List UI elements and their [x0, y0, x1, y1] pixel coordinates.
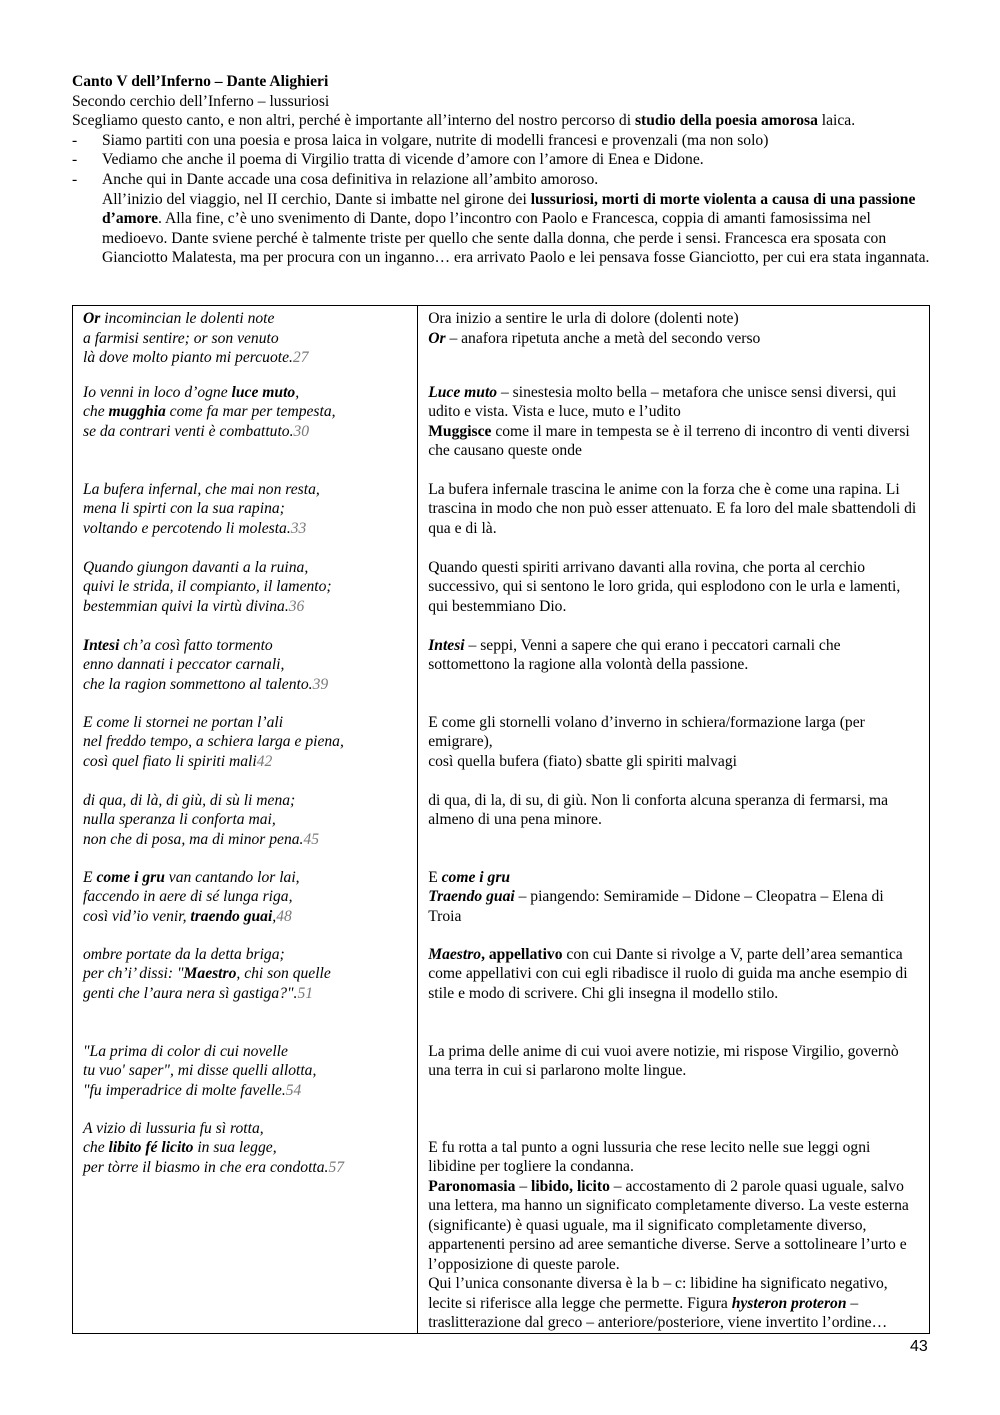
verse-cell: Quando giungon davanti a la ruina, quivi le strida, il compianto, il lamento; bestemmian quivi la virtù divina.36 [73, 558, 418, 636]
verse-number: 48 [276, 907, 292, 925]
commentary-cell: La prima delle anime di cui vuoi avere notizie, mi rispose Virgilio, governò una terra in cui si parlarono molte lingue. [418, 1042, 930, 1119]
table-row [73, 945, 930, 1042]
commentary-cell: Maestro, appellativo con cui Dante si rivolge a V, parte dell’area semantica come appellativi con cui egli ribadisce il ruolo di guida ma anche esempio di stile e modo di scrivere. Chi gli insegna il modello stilo. [418, 945, 930, 1042]
verse-commentary-table [72, 305, 930, 1334]
verse-number: 27 [292, 349, 309, 366]
commentary-cell: di qua, di la, di su, di giù. Non li conforta alcuna speranza di fermarsi, ma almeno di una pena minore. [418, 791, 930, 868]
verse-cell: A vizio di lussuria fu sì rotta, che libito fé licito in sua legge, per tòrre il biasmo in che era condotta.57 [73, 1119, 418, 1334]
lead-text: Scegliamo questo canto, e non altri, perché è importante all’interno del nostro percorso di [72, 112, 635, 130]
para-text: All’inizio del viaggio, nel II cerchio, Dante si imbatte nel girone dei [102, 190, 531, 208]
table-row [73, 1042, 930, 1119]
table-row [73, 383, 930, 480]
document-title: Canto V dell’Inferno – Dante Alighieri [72, 73, 329, 90]
commentary-cell: Intesi – seppi, Venni a sapere che qui erano i peccatori carnali che sottomettono la ragione alla volontà della passione. [418, 636, 930, 713]
commentary-cell: E come i gru Traendo guai – piangendo: Semiramide – Didone – Cleopatra – Elena di Troia [418, 868, 930, 945]
verse-cell: Intesi ch’a così fatto tormento enno dannati i peccator carnali, che la ragion sommettono al talento.39 [73, 636, 418, 713]
verse-cell: E come i gru van cantando lor lai, faccendo in aere di sé lunga riga, così vid’io venir, traendo guai,48 [73, 868, 418, 945]
table-row [73, 868, 930, 945]
document-subtitle: Secondo cerchio dell’Inferno – lussuriosi [72, 92, 330, 110]
commentary-cell: E come gli stornelli volano d’inverno in schiera/formazione larga (per emigrare), così quella bufera (fiato) sbatte gli spiriti malvagi [418, 713, 930, 791]
bullet-item: - Siamo partiti con una poesia e prosa laica in volgare, nutrite di modelli francesi e provenzali (ma non solo) [72, 131, 769, 149]
bullet-text: Vediamo che anche il poema di Virgilio tratta di vicende d’amore con l’amore di Enea e Didone. [102, 151, 704, 169]
bullet-item: - Vediamo che anche il poema di Virgilio tratta di vicende d’amore con l’amore di Enea e Didone. [72, 151, 704, 169]
table-row [73, 636, 930, 713]
verse-cell: Io venni in loco d’ogne luce muto, che mugghia come fa mar per tempesta, se da contrari venti è combattuto.30 [73, 383, 418, 480]
verse-number: 42 [256, 752, 273, 770]
verse-number: 45 [303, 830, 320, 848]
bullet-text: Anche qui in Dante accade una cosa definitiva in relazione all’ambito amoroso. [102, 170, 599, 188]
commentary-cell: La bufera infernale trascina le anime con la forza che è come una rapina. Li trascina in modo che non può esser attenuato. E fa loro del male sbattendoli di qua e di là. [418, 480, 930, 558]
verse-number: 33 [290, 519, 307, 537]
intro-section [72, 72, 932, 268]
verse-number: 36 [288, 597, 305, 615]
table-row [73, 558, 930, 636]
verse-number: 57 [328, 1158, 345, 1176]
bullet-list [72, 131, 932, 190]
verse-number: 54 [285, 1081, 302, 1099]
verse-cell: "La prima di color di cui novelle tu vuo' saper", mi disse quelli allotta, "fu imperadrice di molte favelle.54 [73, 1042, 418, 1119]
lead-end: laica. [817, 112, 856, 130]
commentary-cell: Ora inizio a sentire le urla di dolore (dolenti note) Or – anafora ripetuta anche a metà del secondo verso [418, 306, 930, 383]
table-row [73, 791, 930, 868]
table-row [73, 306, 930, 383]
page-number: 43 [910, 1338, 928, 1355]
verse-cell: Or incomincian le dolenti note a farmisi sentire; or son venuto là dove molto pianto mi percuote.27 [73, 306, 418, 383]
lead-bold: studio della poesia amorosa [634, 112, 818, 130]
commentary-cell: Quando questi spiriti arrivano davanti alla rovina, che porta al cerchio successivo, qui si sentono le loro grida, qui esplodono con le urla e lamenti, qui bestemmiano Dio. [418, 558, 930, 636]
verse-cell: di qua, di là, di giù, di sù li mena; nulla speranza li conforta mai, non che di posa, ma di minor pena.45 [73, 791, 418, 868]
commentary-cell: E fu rotta a tal punto a ogni lussuria che rese lecito nelle sue leggi ogni libidine per togliere la condanna. Paronomasia – libido, licito – accostamento di 2 parole quasi uguale, salvo una lettera, ma hanno un significato completamente diverso. La veste esterna (significante) è quasi uguale, ma il significato completamente diverso, appartenenti persino ad aree semantiche diverse. Serve a sottolineare l’urto e l’opposizione di queste parole. Qui l’unica consonante diversa è la b – c: libidine ha significato negativo, lecite si riferisce alla legge che permette. Figura hysteron proteron – traslitterazione dal greco – anteriore/posteriore, viene invertito l’ordine… [418, 1119, 930, 1334]
verse-number: 39 [312, 675, 329, 693]
para-end: . Alla fine, c’è uno svenimento di Dante, dopo l’incontro con Paolo e Francesca, coppia di amanti famosissima nel medioevo. Dante sviene perché è talmente triste per quello che sente dalla donna, che perde i sensi. Francesca era sposata con Gianciotto Malatesta, ma per procura con un inganno… era arrivato Paolo e lei pensava fosse Gianciotto, per cui era stata ingannata. [102, 210, 930, 267]
verse-cell: E come li stornei ne portan l’ali nel freddo tempo, a schiera larga e piena, così quel fiato li spiriti mali42 [73, 713, 418, 791]
verse-number: 51 [297, 984, 314, 1002]
verse-number: 30 [293, 422, 310, 440]
table-row [73, 713, 930, 791]
table-row [73, 480, 930, 558]
bullet-item: - Anche qui in Dante accade una cosa definitiva in relazione all’ambito amoroso. [72, 170, 599, 188]
context-paragraph [72, 190, 932, 268]
commentary-cell: Luce muto – sinestesia molto bella – metafora che unisce sensi diversi, qui udito e vista. Vista e luce, muto e l’udito Muggisce come il mare in tempesta se è il terreno di incontro di venti diversi che causano queste onde [418, 383, 930, 480]
verse-cell: ombre portate da la detta briga; per ch’i’ dissi: "Maestro, chi son quelle genti che l’aura nera sì gastiga?".51 [73, 945, 418, 1042]
table-row [73, 1119, 930, 1334]
para-bold: lussuriosi, morti di morte violenta a causa di una passione d’amore [102, 190, 916, 228]
bullet-text: Siamo partiti con una poesia e prosa laica in volgare, nutrite di modelli francesi e provenzali (ma non solo) [102, 131, 769, 149]
verse-cell: La bufera infernal, che mai non resta, mena li spirti con la sua rapina; voltando e percotendo li molesta.33 [73, 480, 418, 558]
lead-paragraph [72, 111, 932, 131]
